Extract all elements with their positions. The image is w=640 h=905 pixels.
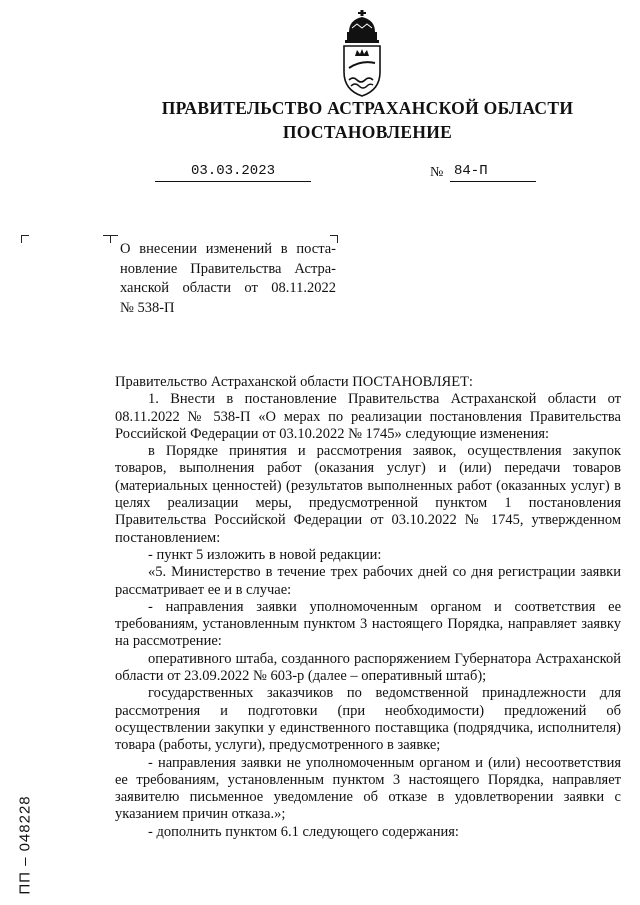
corner-mark [21, 235, 29, 243]
corner-mark [110, 235, 118, 243]
subject-line: ханской области от 08.11.2022 [120, 280, 336, 296]
body-paragraph: в Порядке принятия и рассмотрения заявок, осуществления закупок товаров, выполнения работ (оказания услуг) и (или) передачи товаров (материальных ценностей) (результатов выполненных работ (оказанных услуг) в целях реализации меры, предусмотренной пунктом 1 постановления Правительства Российской Федерации от 03.10.2022 № 1745, утвержденном постановлением: [115, 443, 621, 546]
document-body [115, 374, 621, 841]
body-paragraph: оперативного штаба, созданного распоряжением Губернатора Астраханской области от 23.09.2022 № 603-р (далее – оперативный штаб); [115, 650, 621, 685]
subject-line: № 538-П [120, 299, 175, 316]
document-type: ПОСТАНОВЛЕНИЕ [282, 122, 453, 142]
body-paragraph: - дополнить пунктом 6.1 следующего содержания: [148, 823, 459, 840]
subject-line: О внесении изменений в поста- [120, 241, 336, 257]
government-title: ПРАВИТЕЛЬСТВО АСТРАХАНСКОЙ ОБЛАСТИ [161, 98, 574, 118]
body-paragraph: - пункт 5 изложить в новой редакции: [148, 546, 382, 563]
subject-line: новление Правительства Астра- [120, 260, 336, 277]
coat-of-arms-emblem [337, 10, 387, 98]
body-paragraph: Правительство Астраханской области ПОСТАНОВЛЯЕТ: [115, 374, 473, 390]
body-paragraph: «5. Министерство в течение трех рабочих дней со дня регистрации заявки рассматривает ее и в случае: [115, 564, 621, 598]
document-subject [120, 240, 336, 318]
margin-serial-code-text: ПП – 048228 [16, 795, 34, 895]
body-paragraph: государственных заказчиков по ведомственной принадлежности для рассмотрения и подготовки (при необходимости) предложений об осуществлении закупки у единственного поставщика (подрядчика, исполнителя) товара (работы, услуги), предусмотренного в заявке; [115, 685, 621, 754]
body-paragraph: - направления заявки не уполномоченным органом и (или) несоответствия ее требованиям, установленным пунктом 3 настоящего Порядка, направляет заявителю письменное уведомление об отказе в удовлетворении заявки с указанием причин отказа.»; [115, 754, 621, 823]
body-paragraph: 1. Внести в постановление Правительства Астраханской области от 08.11.2022 № 538-П «О мерах по реализации постановления Правительства Российской Федерации от 03.10.2022 № 1745» следующие изменения: [115, 391, 621, 442]
number-sign: № [430, 165, 444, 180]
document-date: 03.03.2023 [155, 163, 311, 182]
document-number: 84-П [450, 163, 536, 182]
margin-serial-code [14, 790, 36, 900]
body-paragraph: - направления заявки уполномоченным органом и соответствия ее требованиям, установленным пунктом 3 настоящего Порядка, направляет заявку на рассмотрение: [115, 598, 621, 650]
